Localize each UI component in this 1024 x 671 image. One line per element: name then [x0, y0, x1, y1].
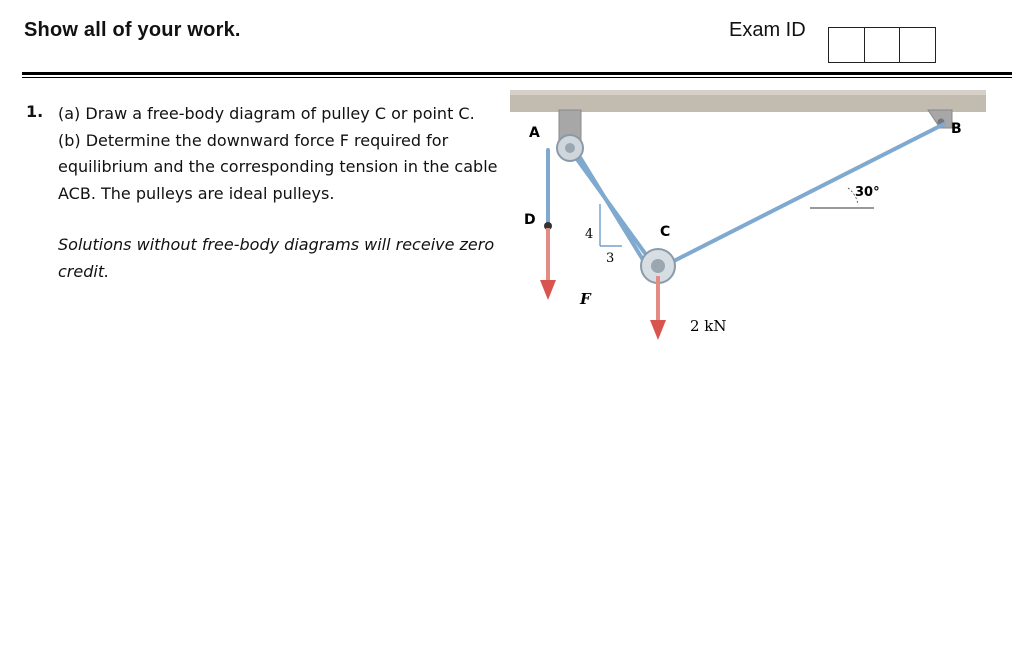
slope-run-label: 3	[606, 251, 615, 266]
force-f-arrowhead	[540, 280, 556, 300]
exam-id-digit-box[interactable]	[829, 28, 865, 62]
problem-number: 1.	[26, 102, 44, 121]
exam-id-input-boxes[interactable]	[828, 27, 936, 63]
force-f-label: F	[580, 290, 591, 308]
problem-statement	[58, 101, 498, 207]
load-arrowhead	[650, 320, 666, 340]
problem-part-b: (b) Determine the downward force F required for equilibrium and the corresponding tension in the cable ACB. The pulleys are ideal pulleys.	[58, 130, 498, 203]
label-b: B	[951, 121, 962, 137]
cable-c-b	[660, 124, 944, 268]
instruction-heading: Show all of your work.	[24, 19, 241, 41]
pulley-figure	[500, 80, 1000, 360]
grading-note: Solutions without free-body diagrams will receive zero credit.	[58, 235, 495, 281]
label-a: A	[529, 125, 540, 141]
angle-label: 30°	[855, 185, 880, 200]
pulley-a-hub	[565, 143, 575, 153]
exam-id-digit-box[interactable]	[900, 28, 935, 62]
slope-rise-label: 4	[585, 227, 594, 242]
header-rule-thick	[22, 72, 1012, 75]
exam-id-digit-box[interactable]	[865, 28, 901, 62]
label-c: C	[660, 224, 671, 240]
label-d: D	[524, 212, 536, 228]
ceiling-highlight	[510, 90, 986, 95]
pulley-c-hub	[651, 259, 665, 273]
load-label: 2 kN	[690, 317, 727, 335]
problem-part-a: (a) Draw a free-body diagram of pulley C or point C.	[58, 104, 475, 123]
header-rule-thin	[22, 77, 1012, 78]
exam-id-label: Exam ID	[729, 19, 806, 41]
